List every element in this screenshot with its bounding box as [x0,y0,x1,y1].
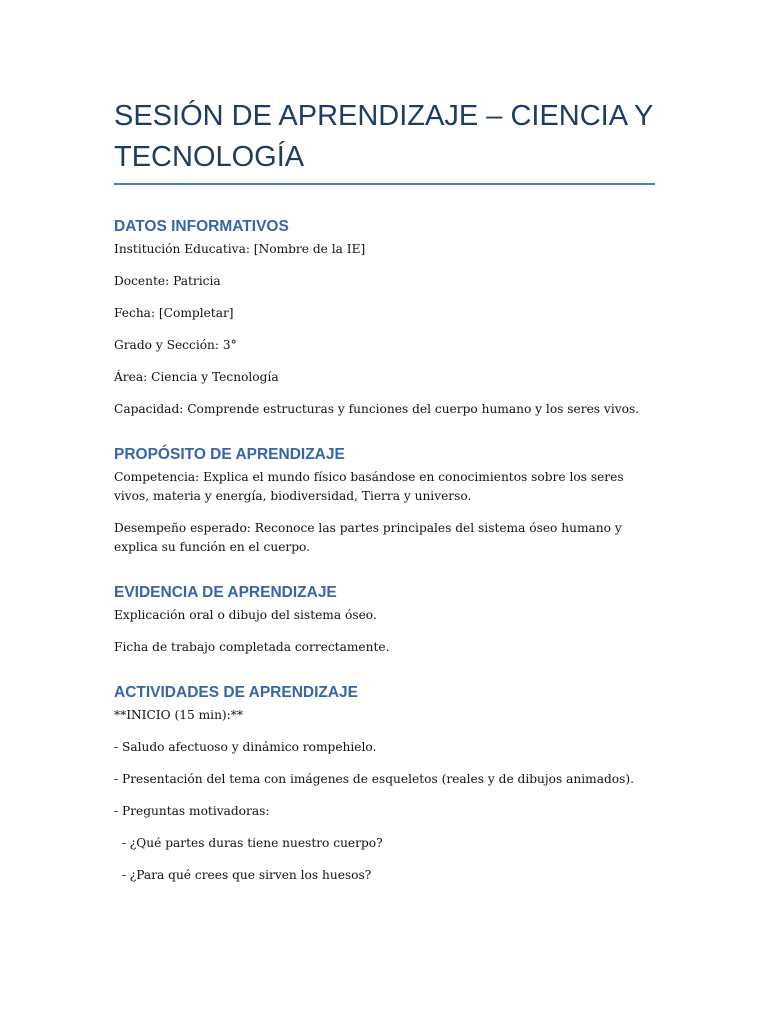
section-heading-actividades: ACTIVIDADES DE APRENDIZAJE [114,684,359,701]
actividades-subitem: - ¿Qué partes duras tiene nuestro cuerpo? [114,836,383,850]
proposito-competencia: Competencia: Explica el mundo físico basándose en conocimientos sobre los seres vivos, materia y energía, biodiversidad, Tierra y universo. [114,470,624,503]
proposito-desempeno: Desempeño esperado: Reconoce las partes principales del sistema óseo humano y explica su función en el cuerpo. [114,521,622,554]
section-heading-proposito: PROPÓSITO DE APRENDIZAJE [114,446,345,463]
actividades-item: - Presentación del tema con imágenes de esqueletos (reales y de dibujos animados). [114,772,634,786]
info-grado-seccion: Grado y Sección: 3° [114,338,237,352]
section-heading-evidencia: EVIDENCIA DE APRENDIZAJE [114,584,337,601]
evidencia-item: Explicación oral o dibujo del sistema óseo. [114,608,377,622]
info-fecha: Fecha: [Completar] [114,306,234,320]
title-divider [114,183,655,185]
info-capacidad: Capacidad: Comprende estructuras y funciones del cuerpo humano y los seres vivos. [114,402,640,416]
document-title: SESIÓN DE APRENDIZAJE – CIENCIA Y TECNOLOGÍA [114,100,653,173]
info-docente: Docente: Patricia [114,274,221,288]
actividades-item: - Preguntas motivadoras: [114,804,270,818]
info-institucion: Institución Educativa: [Nombre de la IE] [114,242,366,256]
actividades-subitem: - ¿Para qué crees que sirven los huesos? [114,868,372,882]
evidencia-item: Ficha de trabajo completada correctamente. [114,640,390,654]
section-heading-datos-informativos: DATOS INFORMATIVOS [114,218,289,235]
actividades-inicio: **INICIO (15 min):** [114,708,243,722]
info-area: Área: Ciencia y Tecnología [114,370,279,384]
actividades-item: - Saludo afectuoso y dinámico rompehielo. [114,740,377,754]
document-page [114,96,655,885]
